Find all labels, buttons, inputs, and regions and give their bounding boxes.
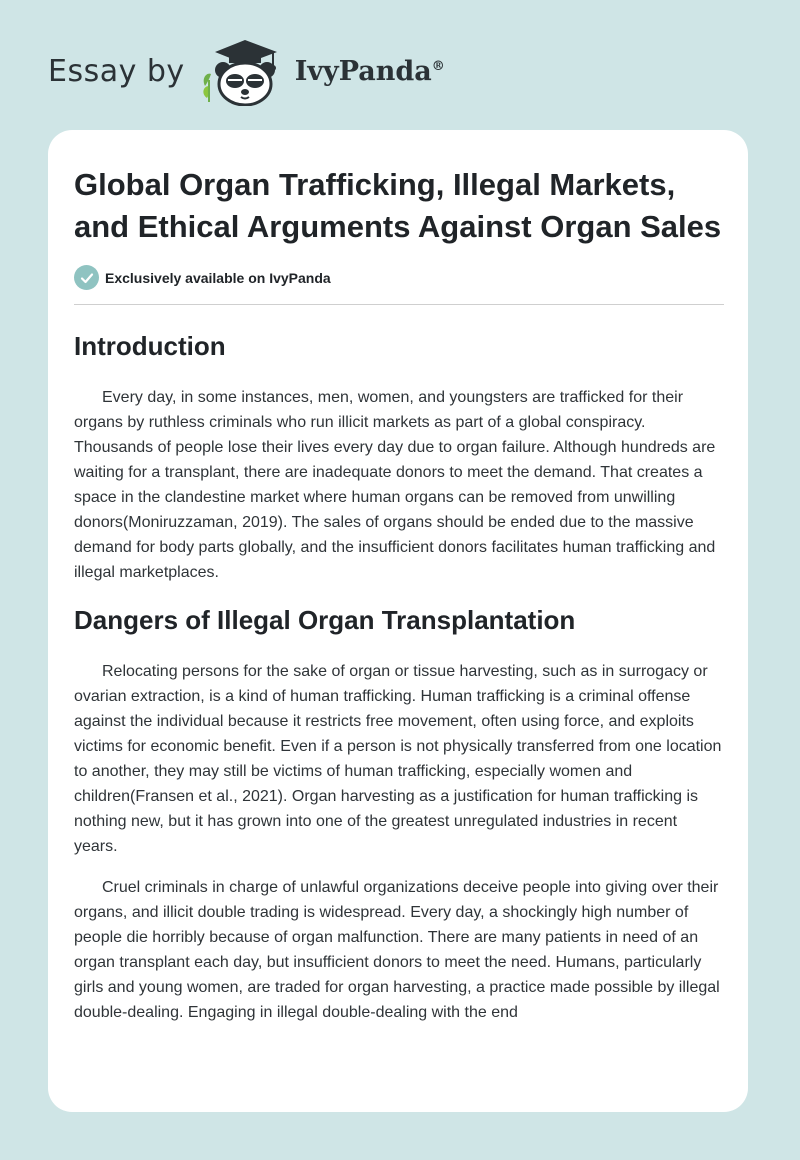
brand-prefix: Essay by	[48, 53, 185, 89]
title-divider	[74, 304, 724, 305]
paragraph-dangers-1: Relocating persons for the sake of organ or tissue harvesting, such as in surrogacy or ovarian extraction, is a kind of human trafficking. Human trafficking is a criminal offense against the individual because it restricts free movement, often using force, and exploits victims for economic benefit. Even if a person is not physically transferred from one location to another, they may still be victims of human trafficking, especially women and children(Fransen et al., 2021). Organ harvesting as a justification for human trafficking is nothing new, but it has grown into one of the greatest unregulated industries in recent years.	[74, 663, 722, 855]
brand-name	[295, 56, 445, 87]
paragraph-introduction: Every day, in some instances, men, women, and youngsters are trafficked for their organs by ruthless criminals who run illicit markets as part of a global conspiracy. Thousands of people lose their lives every day due to organ failure. Although hundreds are waiting for a transplant, there are inadequate donors to meet the demand. That creates a space in the clandestine market where human organs can be removed from unwilling donors(Moniruzzaman, 2019). The sales of organs should be ended due to the massive demand for body parts globally, and the insufficient donors facilitates human trafficking and illegal marketplaces.	[74, 389, 716, 581]
panda-graduate-icon	[195, 36, 287, 106]
essay-content	[74, 164, 724, 1025]
exclusive-badge-label: Exclusively available on IvyPanda	[105, 269, 331, 286]
page-title: Global Organ Trafficking, Illegal Markets, and Ethical Arguments Against Organ Sales	[74, 167, 722, 244]
section-heading-introduction: Introduction	[74, 331, 226, 361]
section-heading-dangers: Dangers of Illegal Organ Transplantation	[74, 605, 576, 635]
brand-header	[48, 36, 445, 106]
trademark-mark: ®	[431, 58, 445, 74]
paragraph-dangers-2: Cruel criminals in charge of unlawful organizations deceive people into giving over their organs, and illicit double trading is widespread. Every day, a shockingly high number of people die horribly because of organ malfunction. There are many patients in need of an organ transplant each day, but insufficient donors to meet the need. Humans, particularly girls and young women, are traded for organ harvesting, a practice made possible by illegal double-dealing. Engaging in illegal double-dealing with the end	[74, 879, 720, 1021]
exclusive-badge	[74, 265, 724, 290]
essay-card	[48, 130, 748, 1112]
check-circle-icon	[74, 265, 99, 290]
brand-name-text: IvyPanda	[294, 55, 432, 87]
